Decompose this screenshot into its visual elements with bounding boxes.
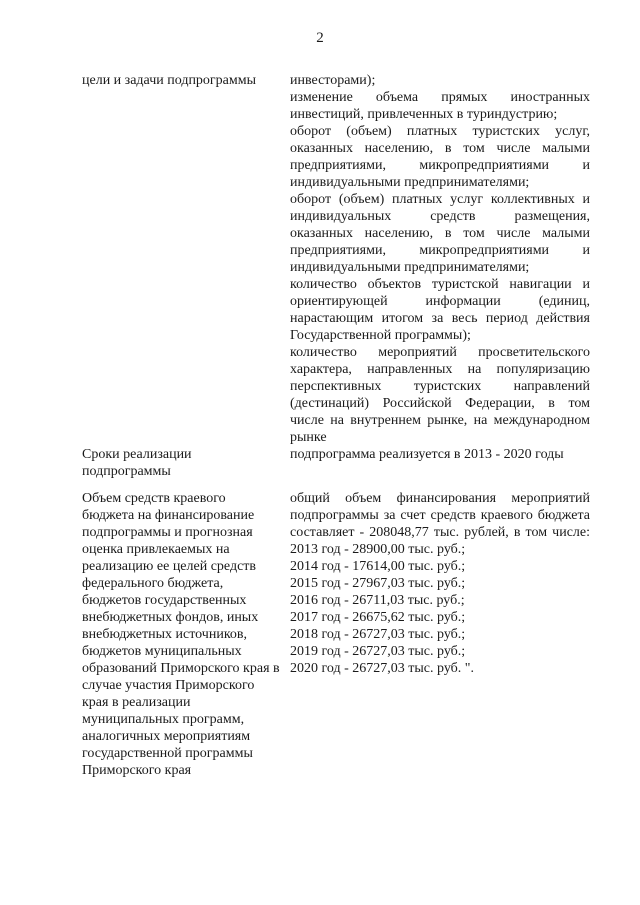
funding-label-line: бюджетов государственных [82,593,247,608]
funding-label-line: случае участия Приморского [82,678,255,693]
page-number: 2 [316,30,324,46]
goals-line: (дестинаций) Российской Федерации, в том [290,396,590,411]
funding-intro-line: составляет - 208048,77 тыс. рублей, в том числе: [290,525,590,540]
goals-line: характера, направленных на популяризацию [290,362,590,377]
goals-line: инвестиций, привлеченных в туриндустрию; [290,107,558,122]
goals-line: числе на внутреннем рынке, на международном [290,413,590,428]
goals-line: изменение объема прямых иностранных [290,90,590,105]
terms-label [82,446,292,480]
funding-label-line: Приморского края [82,763,192,778]
goals-line: оборот (объем) платных туристских услуг, [290,124,590,139]
goals-line: оказанных населению, в том числе малыми [290,141,590,156]
funding-label-line: внебюджетных фондов, иных [82,610,259,625]
terms-label-line: подпрограммы [82,464,171,479]
goals-line: предприятиями, микропредприятиями и [290,243,590,258]
goals-line: перспективных туристских направлений [290,379,590,394]
funding-label-line: Объем средств краевого [82,491,226,506]
goals-line: индивидуальных средств размещения, [290,209,590,224]
funding-label [82,490,292,779]
funding-year-line: 2019 год - 26727,03 тыс. руб.; [290,644,466,659]
funding-year-line: 2020 год - 26727,03 тыс. руб. ". [290,661,474,676]
funding-label-line: реализацию ее целей средств [82,559,257,574]
goals-line: индивидуальными предпринимателями; [290,175,530,190]
goals-line: предприятиями, микропредприятиями и [290,158,590,173]
terms-label-line: Сроки реализации [82,447,192,462]
funding-year-line: 2017 год - 26675,62 тыс. руб.; [290,610,466,625]
funding-label-line: федерального бюджета, [82,576,224,591]
goals-line: индивидуальными предпринимателями; [290,260,530,275]
terms-value [290,446,590,463]
goals-line: количество объектов туристской навигации и [290,277,590,292]
terms-value-text: подпрограмма реализуется в 2013 - 2020 годы [290,447,564,462]
goals-line: количество мероприятий просветительского [290,345,590,360]
funding-intro-line: подпрограммы за счет средств краевого бюджета [290,508,590,523]
funding-intro-line: общий объем финансирования мероприятий [290,491,590,506]
funding-label-line: бюджета на финансирование [82,508,255,523]
funding-label-line: бюджетов муниципальных [82,644,242,659]
funding-year-line: 2014 год - 17614,00 тыс. руб.; [290,559,466,574]
funding-label-line: внебюджетных источников, [82,627,248,642]
goals-line: ориентирующей информации (единиц, [290,294,590,309]
goals-line: нарастающим итогом за весь период действия [290,311,590,326]
goals-line: оказанных населению, в том числе малыми [290,226,590,241]
funding-label-line: края в реализации [82,695,191,710]
goals-line: Государственной программы); [290,328,471,343]
goals-label: цели и задачи подпрограммы [82,73,257,88]
goals-line: оборот (объем) платных услуг коллективных и [290,192,590,207]
funding-year-line: 2013 год - 28900,00 тыс. руб.; [290,542,466,557]
funding-label-line: аналогичных мероприятиям [82,729,251,744]
funding-value [290,490,590,677]
goals-value [290,72,590,446]
goals-line: рынке [290,430,327,445]
funding-year-line: 2016 год - 26711,03 тыс. руб.; [290,593,465,608]
goals-line: инвесторами); [290,73,376,88]
funding-label-line: муниципальных программ, [82,712,245,727]
funding-label-line: оценка привлекаемых на [82,542,230,557]
funding-label-line: подпрограммы и прогнозная [82,525,253,540]
funding-year-line: 2015 год - 27967,03 тыс. руб.; [290,576,466,591]
funding-year-line: 2018 год - 26727,03 тыс. руб.; [290,627,466,642]
funding-label-line: государственной программы [82,746,253,761]
funding-label-line: образований Приморского края в [82,661,280,676]
